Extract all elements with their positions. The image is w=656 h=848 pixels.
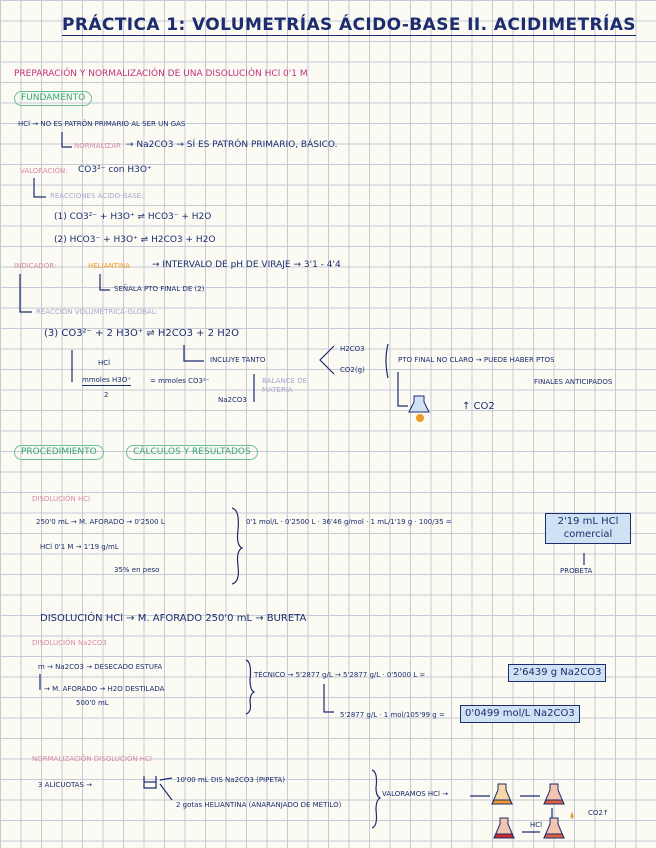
dis-hcl-line-1: 250'0 mL → M. AFORADO → 0'2500 L [36,518,165,526]
disolucion-na2co3-label: DISOLUCIÓN Na2CO3 [32,639,107,647]
mmoles-denominator: 2 [104,391,109,399]
valoracion-rest: CO3²⁻ con H3O⁺ [78,165,152,175]
balance-materia: BALANCE DE MATERIA [262,377,308,395]
finales-anticipados: FINALES ANTICIPADOS [534,378,613,386]
disolucion-hcl-label: DISOLUCIÓN HCl [32,495,91,503]
global-label: REACCIÓN VOLUMÉTRICA-GLOBAL: [36,308,159,316]
hcl-small: HCl [98,359,111,367]
normalizacion-label: NORMALIZACIÓN DISOLUCIÓN HCl [32,755,152,763]
alicuotas: 3 ALÍCUOTAS → [38,781,93,789]
mmoles-numerator: mmoles H3O⁺ [82,376,131,384]
reaction-1: (1) CO3²⁻ + H3O⁺ ⇌ HCO3⁻ + H2O [54,212,212,222]
co2-escape: ↑ CO2 [462,401,495,412]
valoracion-label: VALORACIÓN: [20,167,68,175]
section-calculos: CÁLCULOS Y RESULTADOS [126,445,258,460]
gotas-heliantina: 2 gotas HELIANTINA (ANARANJADO DE METILO) [176,801,342,809]
dis-na2co3-line-2b: 500'0 mL [76,699,109,707]
dis-na2co3-line-1: m → Na2CO3 → DESECADO ESTUFA [38,663,163,671]
normaliza-rest: → Na2CO3 → SÍ ES PATRÓN PRIMARIO, BÁSICO. [126,140,338,150]
na2co3-small: Na2CO3 [218,396,247,404]
incluye-tanto: INCLUYE TANTO [210,356,266,364]
section-procedimiento: PROCEDIMIENTO [14,445,104,460]
senala-line: SEÑALA PTO FINAL DE (2) [114,285,205,293]
erlenmeyer-flask-icon [544,784,564,804]
indicador-rest: → INTERVALO DE pH DE VIRAJE → 3'1 - 4'4 [152,260,341,270]
tecnico-calc: TÉCNICO → 5'2877 g/L → 5'2877 g/L · 0'5000 L = [254,671,426,679]
reaction-3: (3) CO3²⁻ + 2 H3O⁺ ⇌ H2CO3 + 2 H2O [44,328,240,339]
co2-tag: CO2↑ [588,809,609,817]
beaker-icon [144,776,156,788]
subtitle: PREPARACIÓN Y NORMALIZACIÓN DE UNA DISOLUCIÓN HCl 0'1 M [14,69,308,79]
page-title: PRÁCTICA 1: VOLUMETRÍAS ÁCIDO-BASE II. ACIDIMETRÍAS [62,15,636,35]
erlenmeyer-flask-icon [492,784,512,804]
result-hcl-volume: 2'19 mL HCl comercial [545,513,631,544]
erlenmeyer-flask-icon [544,818,564,838]
alicuota-volume: 10'00 mL DIS Na2CO3 (PIPETA) [176,776,285,784]
dis-hcl-bureta-line: DISOLUCIÓN HCl → M. AFORADO 250'0 mL → BURETA [40,613,307,624]
hcl-line: HCl → NO ES PATRÓN PRIMARIO AL SER UN GAS [18,120,186,128]
dis-hcl-line-2: HCl 0'1 M → 1'19 g/mL [40,543,119,551]
reaction-2: (2) HCO3⁻ + H3O⁺ ⇌ H2CO3 + H2O [54,235,216,245]
reacciones-label: REACCIONES ÁCIDO-BASE: [50,192,144,200]
valoramos-hcl: VALORAMOS HCl → [382,790,449,798]
mmoles-rhs: = mmoles CO3²⁻ [150,377,210,385]
indicador-label: INDICADOR: [14,262,57,270]
pto-final-line: PTO FINAL NO CLARO → PUEDE HABER PTOS [398,356,555,364]
normaliza-label: NORMALIZAR [74,142,121,150]
dis-na2co3-line-2: → M. AFORADO → H2O DESTILADA [44,685,165,693]
co2g-label: CO2(g) [340,366,365,374]
hcl-tag: HCl [530,821,543,829]
dis-hcl-calc: 0'1 mol/L · 0'2500 L · 36'46 g/mol · 1 mL/1'19 g · 100/35 = [246,518,452,526]
h2co3-label: H2CO3 [340,345,365,353]
drop-icon [571,812,574,819]
result-na2co3-molarity: 0'0499 mol/L Na2CO3 [460,705,580,723]
erlenmeyer-flask-icon [494,818,514,838]
result-na2co3-mass: 2'6439 g Na2CO3 [508,664,606,682]
probeta-label: PROBETA [560,567,593,575]
indicador-name: HELIANTINA [88,262,131,270]
concentration-calc: 5'2877 g/L · 1 mol/105'99 g = [340,711,445,719]
dis-hcl-line-3: 35% en peso [114,566,160,574]
section-fundamento: FUNDAMENTO [14,91,92,106]
flask-bubbles-icon [409,396,429,422]
